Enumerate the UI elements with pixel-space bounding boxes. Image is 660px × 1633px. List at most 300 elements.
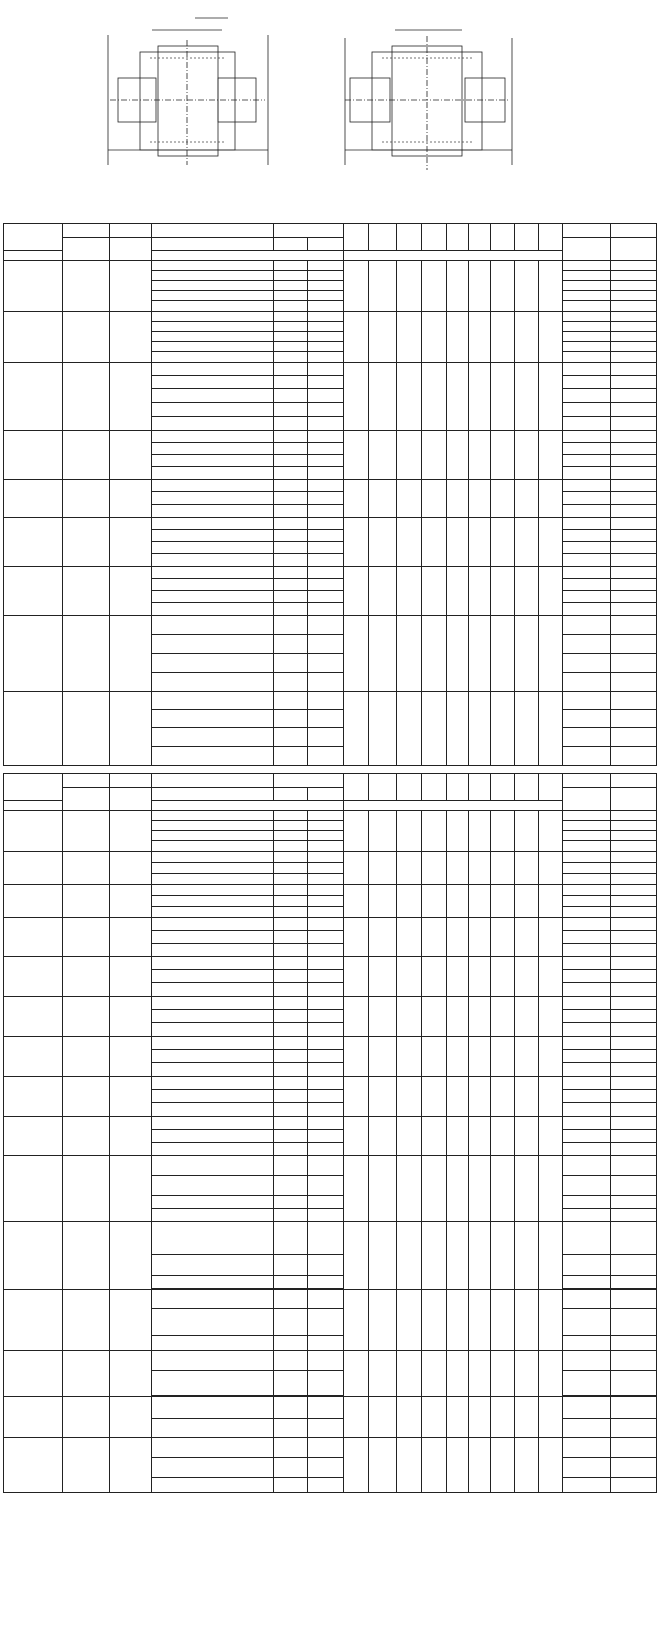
- dim-d2-cell: [396, 1117, 421, 1156]
- bore-cell: [151, 821, 274, 831]
- dim-d2-cell: [396, 1438, 421, 1493]
- torque-cell: [63, 692, 110, 766]
- inertia-cell: [562, 1351, 610, 1371]
- j-length-cell: [308, 728, 344, 747]
- y-length-cell: [274, 352, 308, 363]
- inertia-cell: [562, 747, 610, 766]
- mass-cell: [611, 1050, 657, 1063]
- mass-cell: [611, 492, 657, 505]
- j-length-cell: [308, 443, 344, 455]
- torque-cell: [63, 957, 110, 997]
- header-c: [446, 774, 468, 801]
- dim-a-cell: [490, 431, 514, 480]
- j-length-cell: [308, 1419, 344, 1438]
- j-length-cell: [308, 1143, 344, 1156]
- mass-cell: [611, 997, 657, 1010]
- bore-cell: [151, 281, 274, 291]
- dim-d3-cell: [421, 1290, 446, 1351]
- j-length-cell: [308, 1290, 344, 1309]
- j-length-cell: [308, 896, 344, 907]
- mass-cell: [611, 443, 657, 455]
- dim-e-cell: [538, 1290, 562, 1351]
- header-model-2: [4, 251, 63, 261]
- model-cell: [4, 997, 63, 1037]
- dim-d2-cell: [396, 363, 421, 431]
- bore-cell: [151, 616, 274, 635]
- speed-cell: [110, 918, 152, 957]
- speed-cell: [110, 692, 152, 766]
- bore-cell: [151, 301, 274, 312]
- mass-cell: [611, 1103, 657, 1117]
- y-length-cell: [274, 896, 308, 907]
- inertia-cell: [562, 957, 610, 970]
- inertia-cell: [562, 1143, 610, 1156]
- mass-cell: [611, 322, 657, 332]
- header-length: [274, 774, 344, 788]
- mass-cell: [611, 821, 657, 831]
- header-speed-unit: [110, 238, 152, 261]
- dim-e-cell: [538, 616, 562, 692]
- y-length-cell: [274, 492, 308, 505]
- bore-cell: [151, 480, 274, 492]
- y-length-cell: [274, 480, 308, 492]
- j-length-cell: [308, 673, 344, 692]
- dim-d2-cell: [396, 957, 421, 997]
- bore-cell: [151, 635, 274, 654]
- mass-cell: [611, 1371, 657, 1396]
- dim-h-cell: [468, 1156, 490, 1222]
- mass-cell: [611, 363, 657, 376]
- dim-c-cell: [446, 692, 468, 766]
- inertia-cell: [562, 1438, 610, 1458]
- table-row: [4, 431, 657, 443]
- y-length-cell: [274, 1037, 308, 1050]
- inertia-cell: [562, 1419, 610, 1438]
- mass-cell: [611, 1209, 657, 1222]
- j-length-cell: [308, 1130, 344, 1143]
- mass-cell: [611, 603, 657, 616]
- dim-d1-cell: [369, 518, 396, 567]
- bore-cell: [151, 542, 274, 554]
- torque-cell: [63, 1397, 110, 1438]
- dim-h-cell: [468, 1037, 490, 1077]
- inertia-cell: [562, 944, 610, 957]
- bore-cell: [151, 567, 274, 579]
- mass-cell: [611, 480, 657, 492]
- table-row: [4, 616, 657, 635]
- dim-b-cell: [514, 261, 538, 312]
- dim-h-cell: [468, 312, 490, 363]
- dim-b-cell: [514, 1290, 538, 1351]
- y-length-cell: [274, 261, 308, 271]
- y-length-cell: [274, 1458, 308, 1478]
- bore-cell: [151, 291, 274, 301]
- dim-h-cell: [468, 957, 490, 997]
- dim-d3-cell: [421, 1037, 446, 1077]
- dim-d2-cell: [396, 1290, 421, 1351]
- bore-cell: [151, 530, 274, 542]
- dim-d1-cell: [369, 811, 396, 852]
- type-a-drawing: [108, 18, 268, 165]
- header-speed-unit: [110, 788, 152, 811]
- dim-d3-cell: [421, 692, 446, 766]
- header-mass: [611, 774, 657, 788]
- dim-d1-cell: [369, 431, 396, 480]
- y-length-cell: [274, 467, 308, 480]
- table-row: [4, 957, 657, 970]
- dim-a-cell: [490, 852, 514, 885]
- dim-e-cell: [538, 261, 562, 312]
- j-length-cell: [308, 417, 344, 431]
- y-length-cell: [274, 841, 308, 852]
- dim-h-cell: [468, 918, 490, 957]
- mass-cell: [611, 518, 657, 530]
- speed-cell: [110, 567, 152, 616]
- speed-cell: [110, 997, 152, 1037]
- dim-c-cell: [446, 431, 468, 480]
- y-length-cell: [274, 363, 308, 376]
- dim-d1-cell: [369, 1222, 396, 1290]
- bore-cell: [151, 747, 274, 766]
- dim-d1-cell: [369, 616, 396, 692]
- header-torque: [63, 224, 110, 238]
- inertia-cell: [562, 874, 610, 885]
- table-row: [4, 1222, 657, 1255]
- dim-a-cell: [490, 885, 514, 918]
- dim-c-cell: [446, 1438, 468, 1493]
- y-length-cell: [274, 271, 308, 281]
- dim-e-cell: [538, 518, 562, 567]
- y-length-cell: [274, 1397, 308, 1419]
- dim-d3-cell: [421, 1397, 446, 1438]
- header-inertia: [562, 224, 610, 238]
- inertia-cell: [562, 467, 610, 480]
- dim-c-cell: [446, 1156, 468, 1222]
- inertia-cell: [562, 376, 610, 389]
- mass-cell: [611, 389, 657, 403]
- dim-a-cell: [490, 480, 514, 518]
- dim-e-cell: [538, 1117, 562, 1156]
- mass-cell: [611, 1156, 657, 1176]
- y-length-cell: [274, 852, 308, 863]
- dim-h-cell: [468, 431, 490, 480]
- torque-cell: [63, 363, 110, 431]
- dim-d2-cell: [396, 480, 421, 518]
- mass-cell: [611, 1090, 657, 1103]
- header-mass-unit: [611, 238, 657, 261]
- mass-cell: [611, 312, 657, 322]
- dim-d3-cell: [421, 1438, 446, 1493]
- dim-d2-cell: [396, 885, 421, 918]
- bore-cell: [151, 443, 274, 455]
- j-length-cell: [308, 997, 344, 1010]
- inertia-cell: [562, 1010, 610, 1023]
- inertia-cell: [562, 291, 610, 301]
- dim-d1-cell: [369, 997, 396, 1037]
- inertia-cell: [562, 505, 610, 518]
- bore-cell: [151, 863, 274, 874]
- bore-cell: [151, 554, 274, 567]
- y-length-cell: [274, 389, 308, 403]
- mass-cell: [611, 1336, 657, 1351]
- bore-cell: [151, 811, 274, 821]
- dim-c-cell: [446, 852, 468, 885]
- mass-cell: [611, 431, 657, 443]
- dim-d3-cell: [421, 261, 446, 312]
- model-cell: [4, 431, 63, 480]
- y-length-cell: [274, 312, 308, 322]
- bore-cell: [151, 591, 274, 603]
- j-length-cell: [308, 1458, 344, 1478]
- inertia-cell: [562, 997, 610, 1010]
- j-length-cell: [308, 554, 344, 567]
- dim-d2-cell: [396, 616, 421, 692]
- dim-c-cell: [446, 1351, 468, 1397]
- y-length-cell: [274, 542, 308, 554]
- bore-cell: [151, 1010, 274, 1023]
- dim-d-cell: [344, 363, 369, 431]
- dim-c-cell: [446, 1117, 468, 1156]
- dim-d-cell: [344, 957, 369, 997]
- header-bore: [151, 774, 274, 788]
- dim-c-cell: [446, 1077, 468, 1117]
- table-row: [4, 480, 657, 492]
- dim-d-cell: [344, 312, 369, 363]
- j-length-cell: [308, 1156, 344, 1176]
- dim-b-cell: [514, 480, 538, 518]
- y-length-cell: [274, 518, 308, 530]
- speed-cell: [110, 957, 152, 997]
- dim-b-cell: [514, 616, 538, 692]
- dim-a-cell: [490, 1397, 514, 1438]
- mass-cell: [611, 1176, 657, 1196]
- y-length-cell: [274, 931, 308, 944]
- dim-a-cell: [490, 918, 514, 957]
- header-inertia-unit: [562, 788, 610, 811]
- inertia-cell: [562, 885, 610, 896]
- inertia-cell: [562, 352, 610, 363]
- dim-h-cell: [468, 1438, 490, 1493]
- bore-cell: [151, 322, 274, 332]
- table-row: [4, 1077, 657, 1090]
- dim-d1-cell: [369, 1351, 396, 1397]
- j-length-cell: [308, 1255, 344, 1276]
- j-length-cell: [308, 1037, 344, 1050]
- j-length-cell: [308, 747, 344, 766]
- mass-cell: [611, 1309, 657, 1336]
- dim-d2-cell: [396, 1037, 421, 1077]
- y-length-cell: [274, 635, 308, 654]
- j-length-cell: [308, 480, 344, 492]
- y-length-cell: [274, 1143, 308, 1156]
- speed-cell: [110, 1351, 152, 1397]
- dim-a-cell: [490, 567, 514, 616]
- dim-h-cell: [468, 885, 490, 918]
- inertia-cell: [562, 342, 610, 352]
- dim-d-cell: [344, 261, 369, 312]
- inertia-cell: [562, 518, 610, 530]
- j-length-cell: [308, 1023, 344, 1037]
- dim-d2-cell: [396, 261, 421, 312]
- mass-cell: [611, 852, 657, 863]
- dim-d1-cell: [369, 957, 396, 997]
- y-length-cell: [274, 907, 308, 918]
- mass-cell: [611, 970, 657, 983]
- dim-e-cell: [538, 1351, 562, 1397]
- inertia-cell: [562, 1090, 610, 1103]
- inertia-cell: [562, 1336, 610, 1351]
- bore-cell: [151, 831, 274, 841]
- dim-d1-cell: [369, 261, 396, 312]
- y-length-cell: [274, 863, 308, 874]
- dim-b-cell: [514, 1037, 538, 1077]
- speed-cell: [110, 480, 152, 518]
- y-length-cell: [274, 1050, 308, 1063]
- dim-d3-cell: [421, 957, 446, 997]
- inertia-cell: [562, 1063, 610, 1077]
- dim-d-cell: [344, 918, 369, 957]
- j-length-cell: [308, 1397, 344, 1419]
- speed-cell: [110, 1290, 152, 1351]
- dim-c-cell: [446, 261, 468, 312]
- header-j-type: [308, 238, 344, 251]
- model-cell: [4, 518, 63, 567]
- dim-e-cell: [538, 957, 562, 997]
- bore-cell: [151, 931, 274, 944]
- dim-b-cell: [514, 363, 538, 431]
- header-a: [490, 774, 514, 801]
- j-length-cell: [308, 863, 344, 874]
- bore-cell: [151, 1050, 274, 1063]
- model-cell: [4, 616, 63, 692]
- y-length-cell: [274, 957, 308, 970]
- inertia-cell: [562, 530, 610, 542]
- dim-b-cell: [514, 885, 538, 918]
- j-length-cell: [308, 579, 344, 591]
- j-length-cell: [308, 1209, 344, 1222]
- inertia-cell: [562, 1458, 610, 1478]
- j-length-cell: [308, 1063, 344, 1077]
- header-mm: [344, 251, 563, 261]
- mass-cell: [611, 271, 657, 281]
- inertia-cell: [562, 1309, 610, 1336]
- y-length-cell: [274, 1130, 308, 1143]
- bore-cell: [151, 1290, 274, 1309]
- torque-cell: [63, 1438, 110, 1493]
- table-row: [4, 885, 657, 896]
- header-d1: [369, 224, 396, 251]
- speed-cell: [110, 1156, 152, 1222]
- mass-cell: [611, 281, 657, 291]
- y-length-cell: [274, 567, 308, 579]
- mass-cell: [611, 831, 657, 841]
- mass-cell: [611, 896, 657, 907]
- torque-cell: [63, 1222, 110, 1290]
- speed-cell: [110, 616, 152, 692]
- inertia-cell: [562, 1077, 610, 1090]
- bore-cell: [151, 342, 274, 352]
- model-cell: [4, 1438, 63, 1493]
- torque-cell: [63, 852, 110, 885]
- dim-d-cell: [344, 1037, 369, 1077]
- model-cell: [4, 918, 63, 957]
- j-length-cell: [308, 1103, 344, 1117]
- model-cell: [4, 811, 63, 852]
- torque-cell: [63, 1290, 110, 1351]
- j-length-cell: [308, 970, 344, 983]
- dim-d1-cell: [369, 692, 396, 766]
- y-length-cell: [274, 291, 308, 301]
- y-length-cell: [274, 1117, 308, 1130]
- bore-cell: [151, 983, 274, 997]
- j-length-cell: [308, 291, 344, 301]
- table-row: [4, 1156, 657, 1176]
- dim-d-cell: [344, 997, 369, 1037]
- dim-e-cell: [538, 918, 562, 957]
- dim-d3-cell: [421, 431, 446, 480]
- bore-cell: [151, 896, 274, 907]
- dim-d-cell: [344, 1351, 369, 1397]
- y-length-cell: [274, 710, 308, 728]
- y-length-cell: [274, 673, 308, 692]
- header-e: [538, 774, 562, 801]
- dim-c-cell: [446, 363, 468, 431]
- dim-d-cell: [344, 518, 369, 567]
- inertia-cell: [562, 983, 610, 997]
- bore-cell: [151, 1176, 274, 1196]
- inertia-cell: [562, 1156, 610, 1176]
- bore-cell: [151, 492, 274, 505]
- inertia-cell: [562, 579, 610, 591]
- dim-a-cell: [490, 1117, 514, 1156]
- inertia-cell: [562, 554, 610, 567]
- dim-e-cell: [538, 312, 562, 363]
- mass-cell: [611, 591, 657, 603]
- dim-c-cell: [446, 567, 468, 616]
- dim-d3-cell: [421, 1222, 446, 1290]
- dim-d3-cell: [421, 1156, 446, 1222]
- j-length-cell: [308, 957, 344, 970]
- mass-cell: [611, 635, 657, 654]
- mass-cell: [611, 747, 657, 766]
- j-length-cell: [308, 1336, 344, 1351]
- mass-cell: [611, 505, 657, 518]
- torque-cell: [63, 918, 110, 957]
- mass-cell: [611, 1458, 657, 1478]
- torque-cell: [63, 1117, 110, 1156]
- bore-cell: [151, 1336, 274, 1351]
- inertia-cell: [562, 673, 610, 692]
- dim-e-cell: [538, 363, 562, 431]
- dim-c-cell: [446, 918, 468, 957]
- dim-d1-cell: [369, 1037, 396, 1077]
- dim-d-cell: [344, 1117, 369, 1156]
- dim-h-cell: [468, 1222, 490, 1290]
- mass-cell: [611, 907, 657, 918]
- j-length-cell: [308, 1176, 344, 1196]
- j-length-cell: [308, 312, 344, 322]
- bore-cell: [151, 1371, 274, 1396]
- table-row: [4, 518, 657, 530]
- bore-cell: [151, 1419, 274, 1438]
- dim-a-cell: [490, 363, 514, 431]
- dim-h-cell: [468, 1290, 490, 1351]
- speed-cell: [110, 885, 152, 918]
- y-length-cell: [274, 1222, 308, 1255]
- table-row: [4, 363, 657, 376]
- dim-e-cell: [538, 997, 562, 1037]
- mass-cell: [611, 291, 657, 301]
